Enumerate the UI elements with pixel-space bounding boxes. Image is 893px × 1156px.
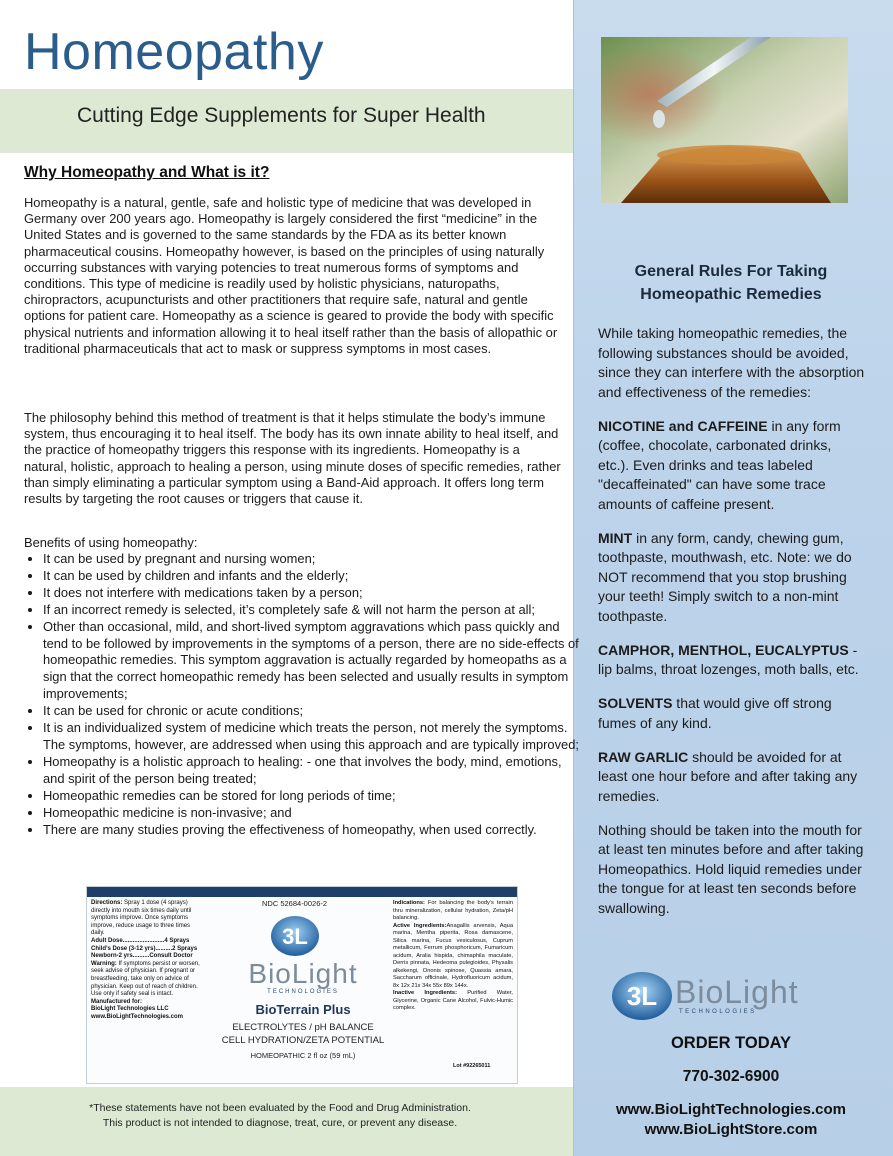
rule-text: in any form, candy, chewing gum, toothpaste, mouthwash, etc. Note: we do NOT recommend that you stop brushing your teeth! Simply switch to a non-mint toothpaste. [598,529,852,624]
product-line-2: CELL HYDRATION/ZETA POTENTIAL [221,1035,385,1046]
label-directions-column [91,900,203,1022]
rules-closing: Nothing should be taken into the mouth for at least ten minutes before and after taking Homeopathics. Hold liquid remedies under the tongue for at least ten seconds before swallowing. [598,821,864,916]
rule-label: CAMPHOR, MENTHOL, EUCALYPTUS [598,641,849,658]
label-ingredients-column [393,900,513,1013]
biolight-logo-icon [270,915,320,957]
list-item: • Homeopathic remedies can be stored for long periods of time; [43,788,585,805]
list-item: • It can be used by children and infants and the elderly; [43,568,585,585]
ndc-number: NDC 52684-0026-2 [262,899,328,908]
sidebar-logo-word: BioLight [675,974,799,1010]
website-link-store-anchor[interactable]: www.BioLightStore.com [644,1121,818,1138]
rule-item [598,417,866,515]
philosophy-paragraph: The philosophy behind this method of treatment is that it helps stimulate the body’s immune system, thus encouraging it to heal itself. The body has its own innate ability to heal itself, and the practice of homeopathy triggers this response with its ingredients. Homeopathy is a natural, holistic, approach to healing a person, using minute doses of specific remedies, rather than simply eliminating a particular symptom using a Band-Aid approach. It offers long term results by targeting the root causes or triggers that cause it. [24,410,561,507]
list-item: • It is an individualized system of medicine which treats the person, not merely the symptoms. The symptoms, however, are addressed when using this approach and are typically improved; [43,720,585,754]
rule-text: - lip balms, throat lozenges, moth balls, etc. [598,641,859,677]
inactive-title: Inactive Ingredients: [393,990,457,996]
product-label [86,886,518,1084]
section-heading: Why Homeopathy and What is it? [24,164,270,181]
website-link-store[interactable] [585,1121,877,1138]
rule-item [598,529,866,627]
rules-title-line-1: General Rules For Taking [634,263,828,280]
list-item: • It can be used for chronic or acute conditions; [43,703,585,720]
rules-intro: While taking homeopathic remedies, the following substances should be avoided, since they can interfere with the absorption and effectiveness of the remedies: [598,325,865,400]
manufactured-title: Manufactured for: [91,998,142,1005]
warning-text: If symptoms persist or worsen, seek advise of physician. If pregnant or breastfeeding, take only on advice of physician. Keep out of reach of children. Use only if safety seal is intact. [91,960,200,998]
rule-label: SOLVENTS [598,695,673,711]
list-item: • Homeopathy is a holistic approach to healing: - one that involves the body, mind, emotions, and spirit of the person being treated; [43,754,585,788]
dose-adult: Adult Dose.........................4 Sprays [91,937,190,944]
rule-text: that would give off strong fumes of any kind. [598,695,832,731]
rule-text: should be avoided for at least one hour before and after taking any remedies. [598,748,858,804]
intro-paragraph: Homeopathy is a natural, gentle, safe and holistic type of medicine that was developed in Germany over 200 years ago. Homeopathy is largely considered the first “medicine” in the United States and is governed to the same standards by the FDA as its better known pharmaceutical cousins. Homeopathy however, is based on the principles of using naturally occurring substances with varying potencies to treat numerous forms of symptoms and conditions. This type of medicine is readily used by holistic physicians, naturopaths, chiropractors, acupuncturists and other practitioners that require safe, natural and gentle options for patient care. Homeopathy as a science is geared to provide the body with specific physical nutrients and information allowing it to heal itself rather than the basis of allopathic or traditional pharmaceuticals that act to mask or suppress symptoms in most cases. [24,195,558,356]
product-line-1: ELECTROLYTES / pH BALANCE [232,1022,374,1033]
rule-label: RAW GARLIC [598,748,689,765]
indications-text: For balancing the body’s terrain thru mineralization, cellular hydration, Zeta/pH balancing. [393,900,513,921]
rule-label: MINT [598,529,633,546]
phone-number[interactable]: 770-302-6900 [682,1068,780,1085]
active-text: Anagallis arvensis, Aqua marina, Mentha piperita, Rosa damascene, Silica marina, Fucus vesiculosus, Cuprum metallicum, Ferrum phosphoricum, Fumaricum acidum, Aralia hispida, chimaphila maculate, Derris pinnata, Hedeoma pulegioides, Physalis alkekengi, Ononis spinose, Quassia amara, Saccharum officinale, Hydrofluoricum acidum, 8x 12x 21x 34x 55x 89x 144x. [393,922,514,989]
label-top-bar [87,887,517,897]
rule-text: in any form (coffee, chocolate, carbonated drinks, etc.). Even drinks and teas labeled "decaffeinated" can have some trace amounts of caffeine present. [598,417,841,512]
list-item: • Other than occasional, mild, and short-lived symptom aggravations which pass quickly and tend to be followed by improvements in the symptoms of a person, there are no side-effects of homeopathic remedies. This symptom aggravation is actually regarded by homeopaths as a sign that the correct homeopathic remedy has been selected and usually results in symptom improvements; [43,619,585,704]
website-link-technologies-anchor[interactable]: www.BioLightTechnologies.com [615,1101,846,1118]
list-item: • It can be used by pregnant and nursing women; [43,551,585,568]
page-title: Homeopathy [24,23,324,81]
inactive-text: Purified Water, Glycerine, Organic Cane Alcohol, Fulvic-Humic complex. [393,990,513,1011]
manufactured-name: BioLight Technologies LLC [91,1006,169,1013]
directions-text: Spray 1 dose (4 sprays) directly into mouth six times daily until symptoms improve. Once symptoms improve, reduce usage to three times daily. [91,900,192,937]
lot-number: Lot #92265011 [453,1063,491,1069]
rule-item [598,748,866,807]
rules-title [585,260,877,306]
dropper-photo [601,37,848,203]
rule-item [598,641,866,680]
benefits-intro: Benefits of using homeopathy: [24,535,198,550]
svg-text:3L: 3L [282,924,308,949]
active-title: Active Ingredients: [393,922,447,929]
biolight-logo-icon [611,971,673,1021]
order-today: ORDER TODAY [670,1034,792,1052]
label-brand: BioLight [248,958,358,989]
dose-child: Child’s Dose (3-12 yrs)..........2 Sprays [91,945,198,952]
list-item: • Homeopathic medicine is non-invasive; and [43,805,585,822]
directions-title: Directions: [91,900,123,906]
product-name: BioTerrain Plus [255,1002,351,1017]
rule-label: NICOTINE and CAFFEINE [598,417,768,434]
sidebar-logo-sub: TECHNOLOGIES [679,1009,757,1015]
product-size: HOMEOPATHIC 2 fl oz (59 mL) [250,1051,356,1060]
disclaimer [40,1101,520,1131]
svg-text:3L: 3L [626,981,658,1011]
dose-newborn: Newborn-2 yrs..........Consult Doctor [91,953,193,960]
rule-item [598,694,866,733]
indications-title: Indications: [393,900,425,906]
website-link-technologies[interactable] [585,1101,877,1118]
manufactured-site: www.BioLightTechnologies.com [91,1013,184,1020]
warning-title: Warning: [91,960,117,967]
benefits-list [24,551,585,838]
label-brand-sub: TECHNOLOGIES [267,989,339,995]
page-subtitle: Cutting Edge Supplements for Super Health [77,104,486,127]
disclaimer-line-1: *These statements have not been evaluated by the Food and Drug Administration. [89,1102,471,1114]
list-item: • There are many studies proving the effectiveness of homeopathy, when used correctly. [43,822,585,839]
list-item: • It does not interfere with medications taken by a person; [43,585,585,602]
rules-body [598,324,866,933]
disclaimer-line-2: This product is not intended to diagnose, treat, cure, or prevent any disease. [102,1117,458,1129]
list-item: • If an incorrect remedy is selected, it’s completely safe & will not harm the person at all; [43,602,585,619]
rules-title-line-2: Homeopathic Remedies [640,286,822,303]
sidebar-logo [611,971,843,1021]
